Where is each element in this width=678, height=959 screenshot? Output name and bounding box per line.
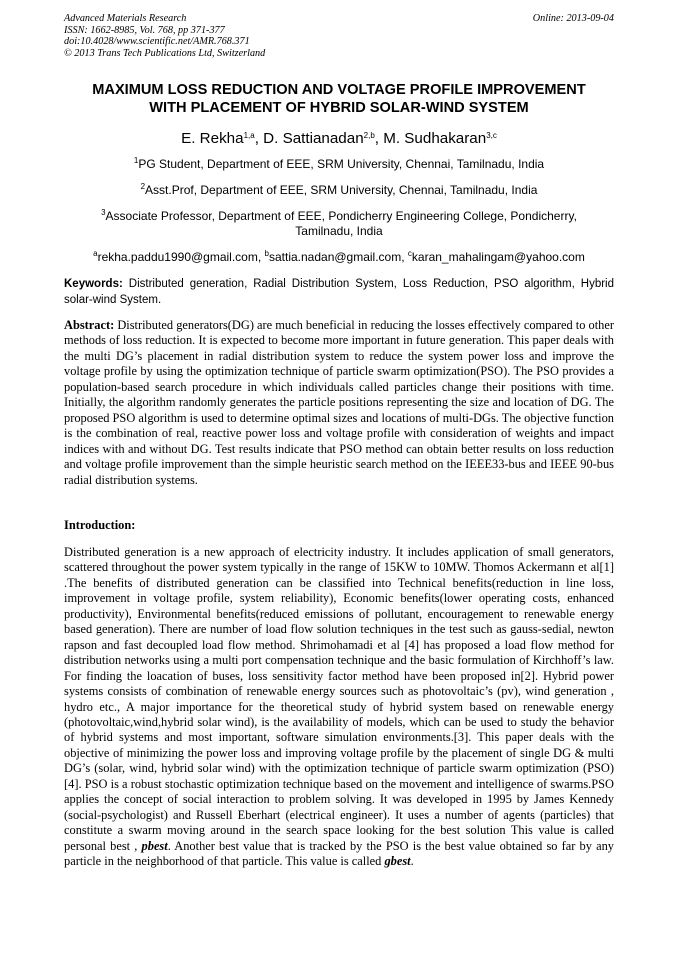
author-name: , D. Sattianadan: [254, 130, 364, 147]
keywords-label: Keywords:: [64, 278, 123, 290]
introduction-text: .: [410, 854, 414, 869]
author-name: , M. Sudhakaran: [374, 130, 487, 147]
email-address: rekha.paddu1990@gmail.com,: [97, 250, 265, 264]
affiliation-text: Asst.Prof, Department of EEE, SRM University, Chennai, Tamilnadu, India: [145, 183, 538, 197]
introduction-body: [64, 545, 614, 870]
email-superscript: b: [264, 249, 269, 258]
abstract-section: [64, 318, 614, 488]
email-superscript: c: [407, 249, 412, 258]
affiliation-superscript: 1: [133, 156, 139, 165]
keywords-text: Distributed generation, Radial Distribution System, Loss Reduction, PSO algorithm, Hybrid solar-wind System.: [64, 278, 614, 306]
email-address: karan_mahalingam@yahoo.com: [411, 250, 585, 264]
affiliation-text: Associate Professor, Department of EEE, Pondicherry Engineering College, Pondicherry,: [105, 209, 577, 223]
online-date: Online: 2013-09-04: [532, 13, 614, 24]
doi-line: doi:10.4028/www.scientific.net/AMR.768.371: [64, 36, 250, 47]
gbest-term: gbest: [384, 854, 411, 869]
copyright-line: © 2013 Trans Tech Publications Ltd, Switzerland: [64, 47, 266, 59]
author-name: E. Rekha: [181, 130, 244, 147]
email-list: [70, 250, 608, 265]
title-line-1: MAXIMUM LOSS REDUCTION AND VOLTAGE PROFILE IMPROVEMENT: [92, 82, 586, 98]
author-list: [64, 130, 614, 148]
affiliation-text: PG Student, Department of EEE, SRM University, Chennai, Tamilnadu, India: [138, 157, 545, 171]
affiliation-3: [70, 209, 608, 239]
author-superscript: 1,a: [243, 131, 255, 140]
issn-line: ISSN: 1662-8985, Vol. 768, pp 371-377: [64, 24, 225, 36]
email-superscript: a: [93, 249, 98, 258]
journal-name: Advanced Materials Research: [64, 13, 187, 24]
affiliation-text: Tamilnadu, India: [295, 224, 383, 238]
abstract-label: Abstract:: [64, 318, 115, 332]
keywords-section: [64, 277, 614, 308]
pbest-term: pbest: [141, 838, 168, 853]
abstract-text: Distributed generators(DG) are much beneficial in reducing the losses effectively compared to other methods of loss reduction. It is expected to become more important in future generation. This paper deals with the multi DG’s placement in radial distribution system to reduce the system power loss and improve the voltage profile by using the optimization technique of particle swarm optimization(PSO). The PSO provides a population-based search procedure in which individuals called particles change their positions with time. Initially, the algorithm randomly generates the particle positions representing the size and location of DG. The proposed PSO algorithm is used to determine optimal sizes and locations of multi-DGs. The objective function is the combination of real, reactive power loss and voltage profile with consideration of weights and impact indices with and without DG. Test results indicate that PSO method can obtain better results on loss reduction and voltage profile improvement than the simple heuristic search method on the IEEE33-bus and IEEE 90-bus radial distribution systems.: [64, 318, 614, 487]
affiliation-superscript: 3: [101, 208, 106, 217]
affiliation-2: [70, 183, 608, 198]
author-superscript: 2,b: [363, 131, 375, 140]
introduction-heading: Introduction:: [64, 518, 136, 532]
publication-header: [64, 13, 614, 59]
author-superscript: 3,c: [486, 131, 497, 140]
affiliation-1: [70, 157, 608, 172]
introduction-text: Distributed generation is a new approach of electricity industry. It includes application of small generators, scattered throughout the power system typically in the range of 15KW to 10MW. Thomos Ackermann et al[1] .The benefits of distributed generation can be classified into Technical benefits(reduction in line loss, improvement in voltage profile, system reliability), Economic benefits(lower operating costs, enhanced productivity), Environmental benefits(reduced emissions of pollutant, encouragement to renewable energy based generation). There are number of load flow solution techniques in the test such as gauss-sedial, newton rapson and fast decoupled load flow method. Shrimohamadi et al [4] has proposed a load flow method for distribution networks using a multi port compensation technique and the basic formulation of Kirchhoff’s law. For finding the loacation of buses, loss sensitivity factor method have been proposed in[2]. Hybrid power systems consists of combination of renewable energy sources such as photovoltaic’s (pv), wind generation , hydro etc., A major importance for the theoretical study of hybrid system based on renewable energy (photovoltaic,wind,hybrid solar wind), is the availability of models, which can be used to study the behavior of hybrid systems and most important, software simulation environments.[3]. This paper deals with the objective of minimizing the power loss and improving voltage profile by the placement of single DG & multi DG’s (solar, wind, hybrid solar wind) with the optimization technique of particle swarm optimization (PSO)[4]. PSO is a robust stochastic optimization technique based on the movement and intelligence of swarms.PSO applies the concept of social interaction to problem solving. It was developed in 1995 by James Kennedy (social-psychologist) and Russell Eberhart (electrical engineer). It uses a number of agents (particles) that constitute a swarm moving around in the search space looking for the best solution This value is called personal best ,: [64, 545, 614, 853]
introduction-text: . Another best value that is tracked by the PSO is the best value obtained so far by any particle in the neighborhood of that particle. This value is called: [64, 838, 614, 869]
paper-title: [64, 82, 614, 117]
title-line-2: WITH PLACEMENT OF HYBRID SOLAR-WIND SYSTEM: [149, 99, 529, 116]
affiliation-superscript: 2: [140, 182, 146, 191]
email-address: sattia.nadan@gmail.com,: [268, 250, 408, 264]
